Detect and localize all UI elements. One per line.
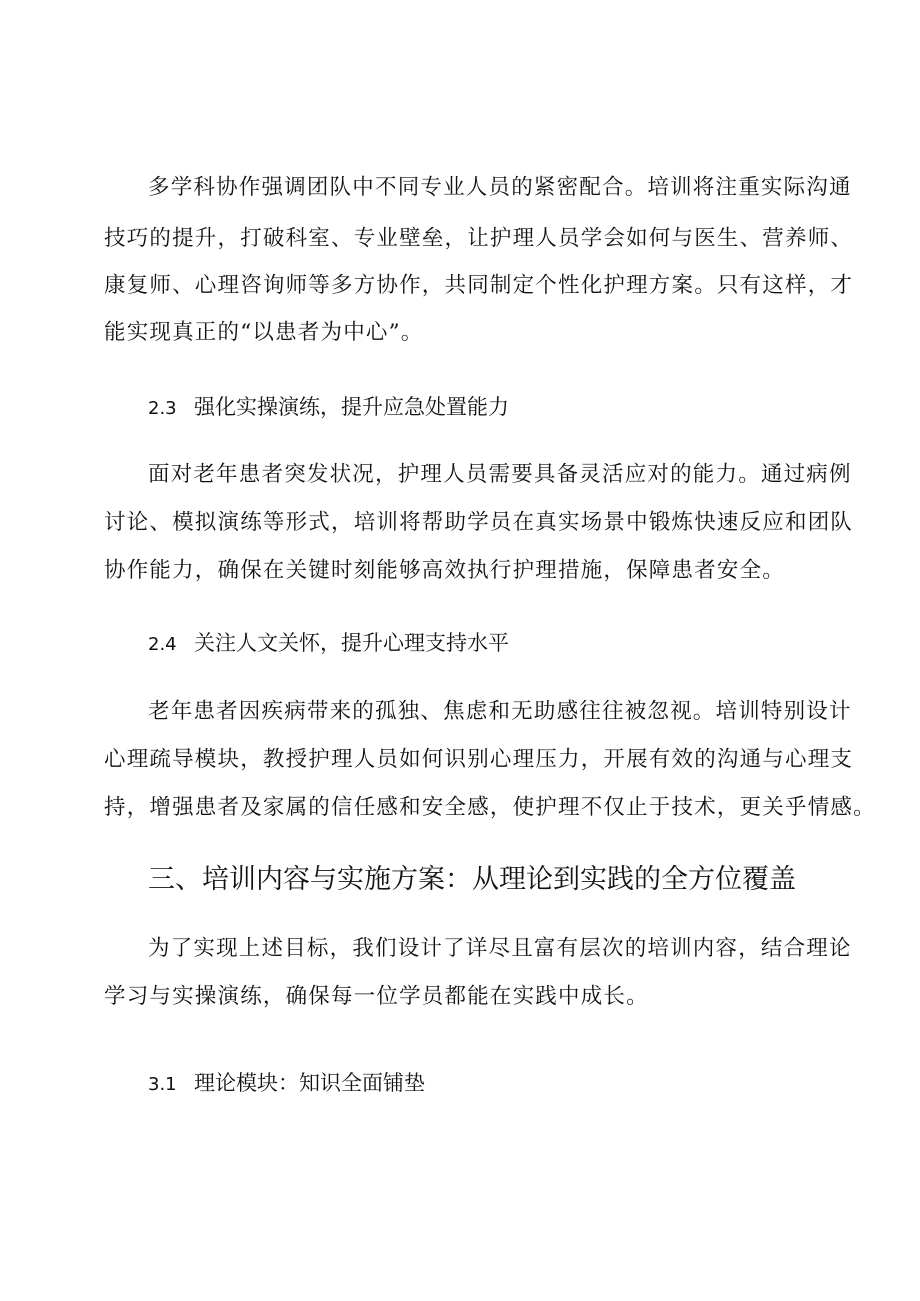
chapter-heading-3: 三、培训内容与实施方案：从理论到实践的全方位覆盖 <box>148 864 796 895</box>
section-heading-2-4 <box>148 628 509 660</box>
section-number: 3.1 <box>148 1074 177 1095</box>
paragraph-line: 多学科协作强调团队中不同专业人员的紧密配合。培训将注重实际沟通 <box>148 175 852 200</box>
paragraph-line: 协作能力，确保在关键时刻能够高效执行护理措施，保障患者安全。 <box>104 558 786 583</box>
paragraph-line: 持，增强患者及家属的信任感和安全感，使护理不仅止于技术，更关乎情感。 <box>104 795 876 820</box>
section-heading-3-1 <box>148 1068 425 1100</box>
paragraph-line: 为了实现上述目标，我们设计了详尽且富有层次的培训内容，结合理论 <box>148 936 852 961</box>
section-number: 2.4 <box>148 634 177 655</box>
section-title: 关注人文关怀，提升心理支持水平 <box>194 631 509 655</box>
paragraph-line: 学习与实操演练，确保每一位学员都能在实践中成长。 <box>104 984 649 1009</box>
paragraph-line: 心理疏导模块，教授护理人员如何识别心理压力，开展有效的沟通与心理支 <box>104 747 854 772</box>
paragraph-line: 能实现真正的“以患者为中心”。 <box>104 320 424 345</box>
paragraph-line: 技巧的提升，打破科室、专业壁垒，让护理人员学会如何与医生、营养师、 <box>104 226 854 251</box>
paragraph-line: 面对老年患者突发状况，护理人员需要具备灵活应对的能力。通过病例 <box>148 462 852 487</box>
section-title: 理论模块：知识全面铺垫 <box>194 1071 425 1095</box>
section-title: 强化实操演练，提升应急处置能力 <box>194 395 509 419</box>
section-heading-2-3 <box>148 392 509 424</box>
paragraph-line: 老年患者因疾病带来的孤独、焦虑和无助感往往被忽视。培训特别设计 <box>148 699 852 724</box>
section-number: 2.3 <box>148 398 177 419</box>
paragraph-line: 讨论、模拟演练等形式，培训将帮助学员在真实场景中锻炼快速反应和团队 <box>104 510 854 535</box>
paragraph-line: 康复师、心理咨询师等多方协作，共同制定个性化护理方案。只有这样，才 <box>104 273 854 298</box>
